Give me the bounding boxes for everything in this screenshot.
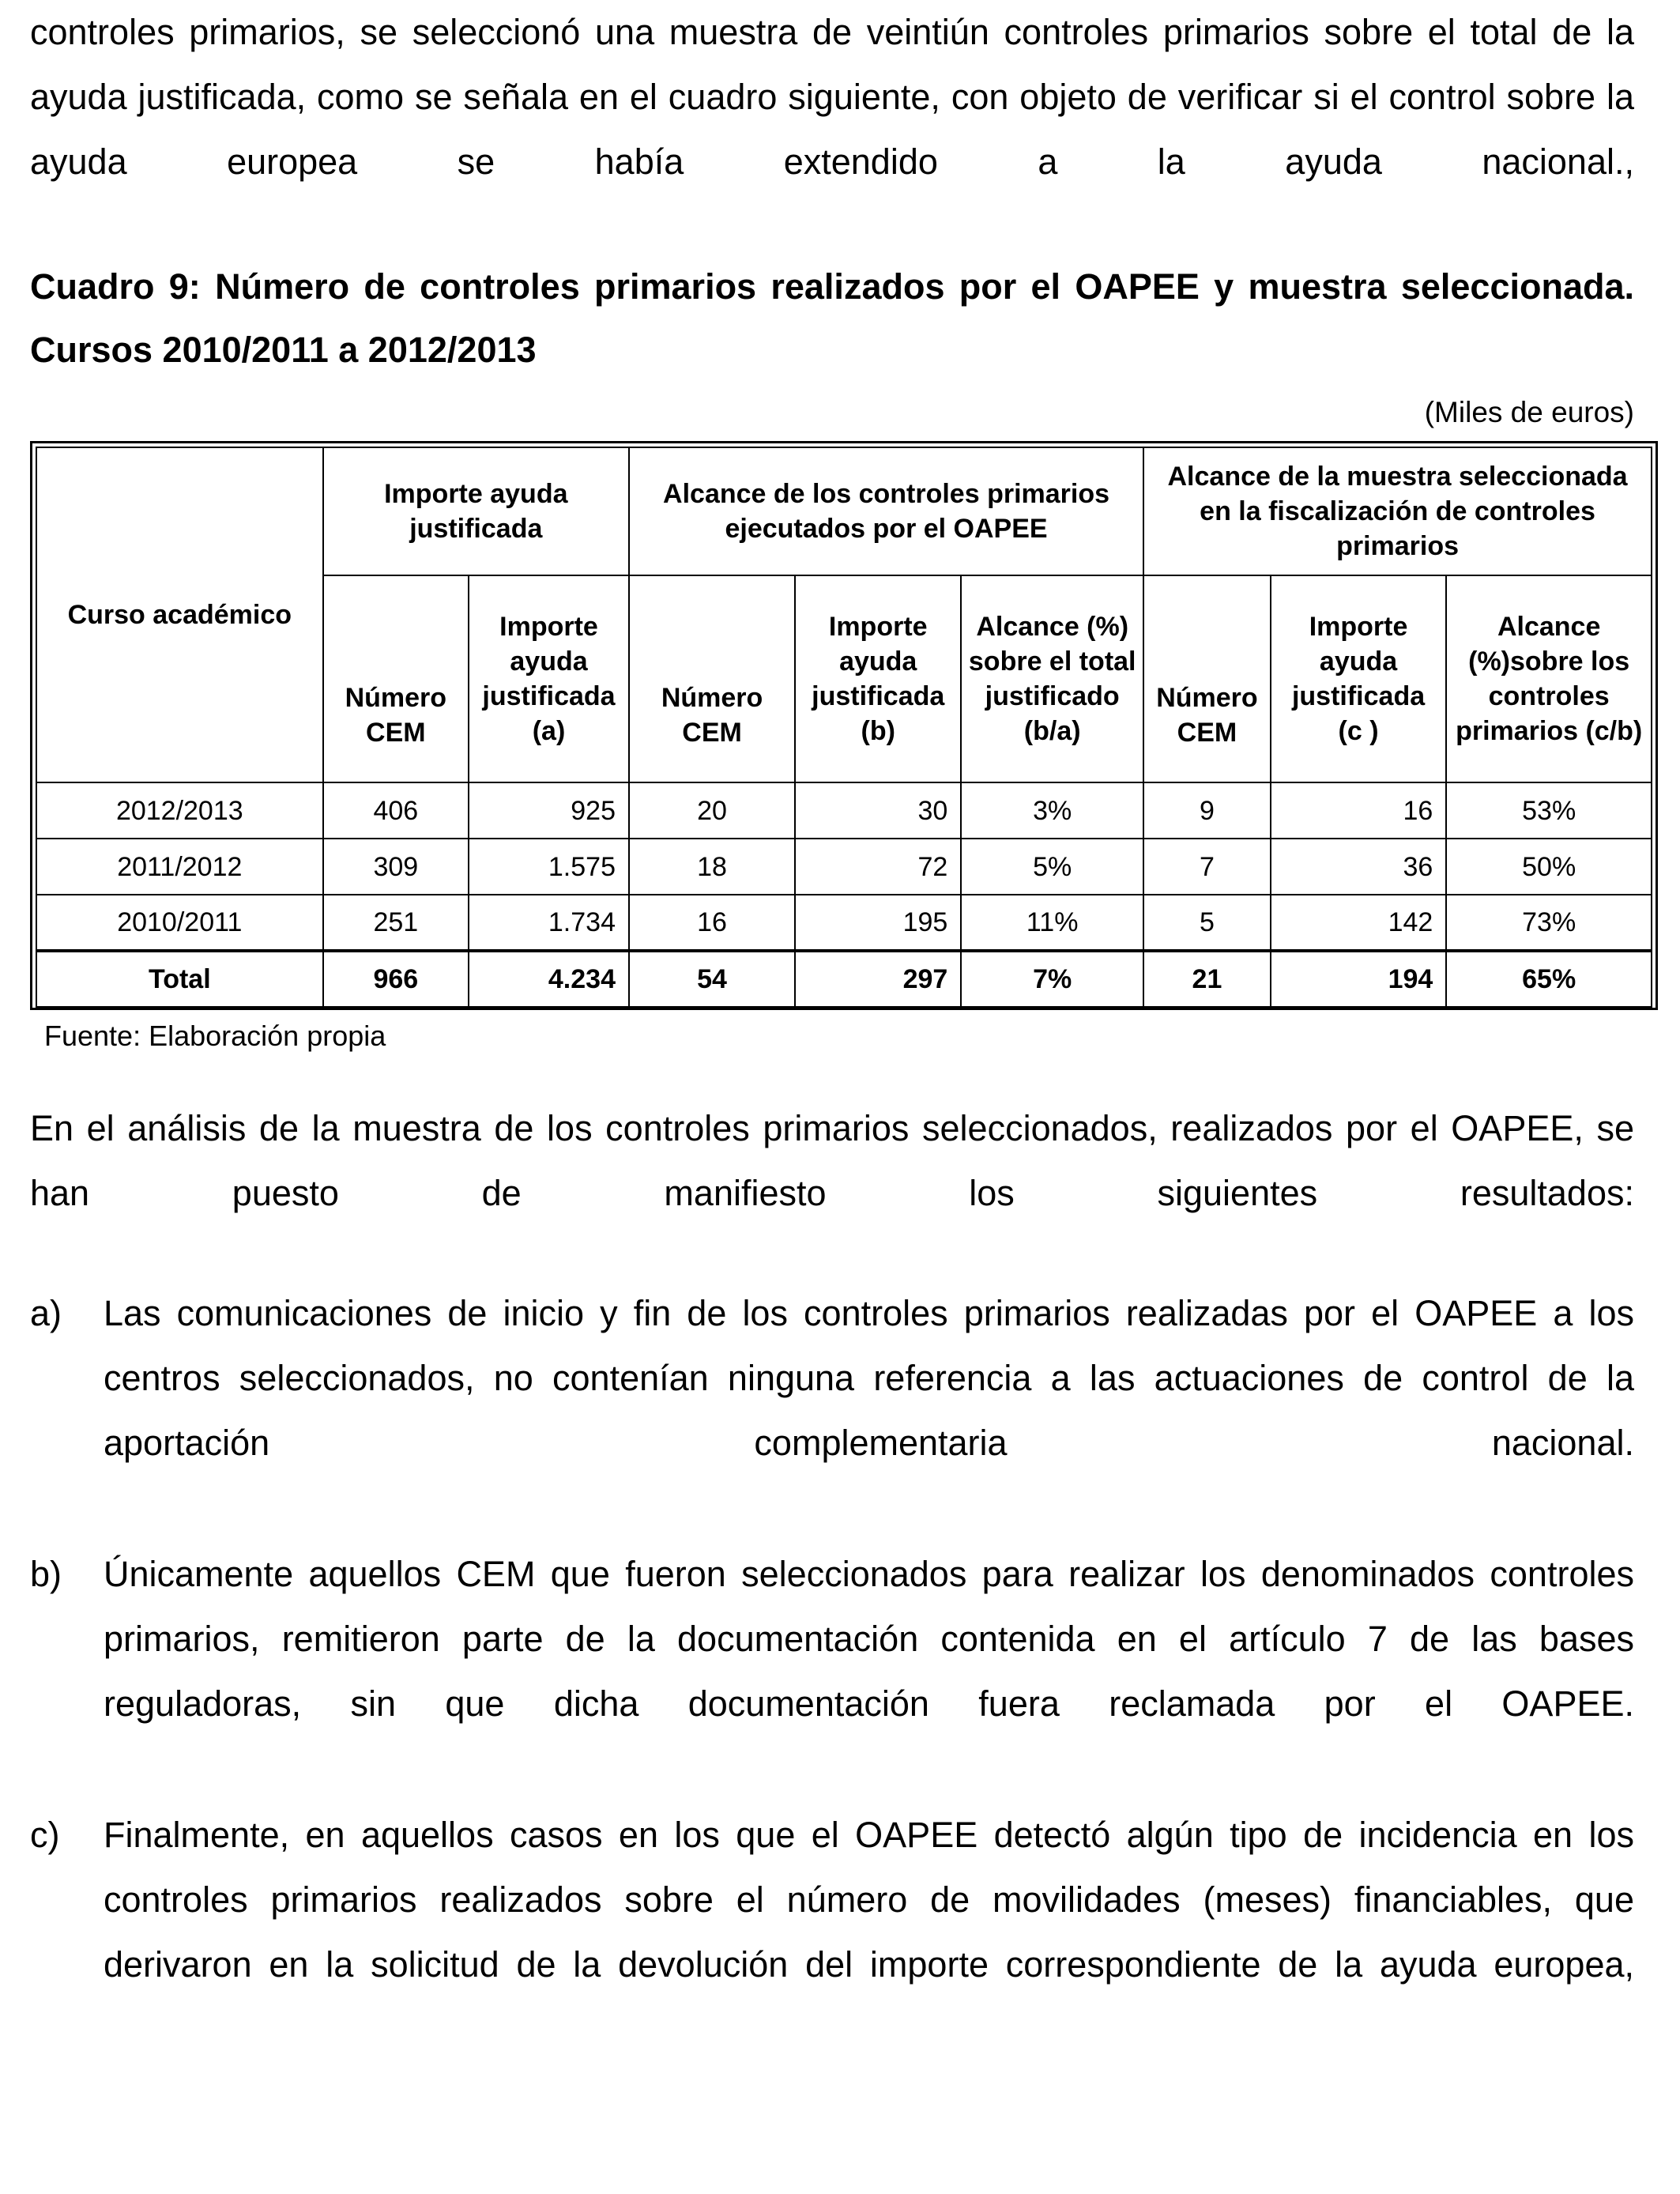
cell-importe-a: 925 (469, 782, 629, 839)
cell-cem3: 9 (1143, 782, 1271, 839)
cell-curso: 2011/2012 (36, 839, 323, 895)
header-alcance-ba: Alcance (%) sobre el total justificado (b/a) (961, 575, 1143, 782)
list-item-text: Finalmente, en aquellos casos en los que el OAPEE detectó algún tipo de incidencia en los controles primarios realizados sobre el número de movilidades (meses) financiables, que derivaron en la solicitud de la devolución del importe correspondiente de la ayuda europea, (104, 1815, 1634, 1985)
total-importe-c: 194 (1271, 951, 1447, 1007)
cell-cem2: 20 (629, 782, 795, 839)
cell-alcance-cb: 50% (1446, 839, 1652, 895)
list-item (30, 1542, 1634, 1801)
cell-alcance-ba: 5% (961, 839, 1143, 895)
header-group-importe: Importe ayuda justificada (323, 447, 629, 575)
total-cem1: 966 (323, 951, 469, 1007)
header-group-alcance-muestra: Alcance de la muestra seleccionada en la fiscalización de controles primarios (1143, 447, 1652, 575)
cell-curso: 2010/2011 (36, 895, 323, 951)
results-intro-paragraph: En el análisis de la muestra de los controles primarios seleccionados, realizados por el OAPEE, se han puesto de manifiesto los siguientes resultados: (30, 1108, 1634, 1213)
total-cem3: 21 (1143, 951, 1271, 1007)
header-alcance-cb: Alcance (%)sobre los controles primarios (c/b) (1446, 575, 1652, 782)
cell-importe-b: 30 (795, 782, 961, 839)
table-source: Fuente: Elaboración propia (44, 1020, 386, 1052)
cell-importe-a: 1.734 (469, 895, 629, 951)
intro-paragraph-block (30, 0, 1634, 259)
total-importe-a: 4.234 (469, 951, 629, 1007)
cell-cem1: 251 (323, 895, 469, 951)
cell-cem3: 5 (1143, 895, 1271, 951)
list-item-letter: a) (30, 1293, 62, 1333)
total-importe-b: 297 (795, 951, 961, 1007)
list-item-letter: c) (30, 1815, 60, 1855)
controls-table (36, 447, 1652, 1008)
list-item-text: Las comunicaciones de inicio y fin de los controles primarios realizadas por el OAPEE a los centros seleccionados, no contenían ninguna referencia a las actuaciones de control de la aportación complementaria nacional. (104, 1293, 1634, 1463)
cell-cem1: 309 (323, 839, 469, 895)
cell-alcance-ba: 11% (961, 895, 1143, 951)
list-item (30, 1281, 1634, 1540)
cell-cem3: 7 (1143, 839, 1271, 895)
total-alcance-ba: 7% (961, 951, 1143, 1007)
cell-importe-c: 16 (1271, 782, 1447, 839)
cell-importe-b: 72 (795, 839, 961, 895)
total-alcance-cb: 65% (1446, 951, 1652, 1007)
table-caption: Cuadro 9: Número de controles primarios realizados por el OAPEE y muestra seleccionada. Cursos 2010/2011 a 2012/2013 (30, 266, 1634, 370)
cell-importe-c: 36 (1271, 839, 1447, 895)
header-curso: Curso académico (36, 447, 323, 782)
header-numero-cem-3: Número CEM (1143, 575, 1271, 782)
units-note: (Miles de euros) (1424, 396, 1634, 428)
table-row (36, 895, 1652, 951)
results-intro-block (30, 1096, 1634, 1291)
table-row (36, 782, 1652, 839)
header-numero-cem-1: Número CEM (323, 575, 469, 782)
cell-alcance-cb: 73% (1446, 895, 1652, 951)
cell-importe-c: 142 (1271, 895, 1447, 951)
cell-cem2: 18 (629, 839, 795, 895)
cell-cem1: 406 (323, 782, 469, 839)
cell-importe-b: 195 (795, 895, 961, 951)
header-group-alcance-controles: Alcance de los controles primarios ejecutados por el OAPEE (629, 447, 1143, 575)
cell-curso: 2012/2013 (36, 782, 323, 839)
list-item (30, 1803, 1634, 2062)
total-curso: Total (36, 951, 323, 1007)
list-item-text: Únicamente aquellos CEM que fueron seleccionados para realizar los denominados controles primarios, remitieron parte de la documentación contenida en el artículo 7 de las bases reguladoras, sin que dicha documentación fuera reclamada por el OAPEE. (104, 1554, 1634, 1724)
list-item-letter: b) (30, 1554, 62, 1594)
header-importe-c: Importe ayuda justificada (c ) (1271, 575, 1447, 782)
table-total-row (36, 951, 1652, 1007)
intro-paragraph: controles primarios, se seleccionó una muestra de veintiún controles primarios sobre el total de la ayuda justificada, como se señala en el cuadro siguiente, con objeto de verificar si el control sobre la ayuda europea se había extendido a la ayuda nacional., (30, 12, 1634, 182)
table-header-row-1 (36, 447, 1652, 575)
header-importe-b: Importe ayuda justificada (b) (795, 575, 961, 782)
cell-alcance-cb: 53% (1446, 782, 1652, 839)
header-importe-a: Importe ayuda justificada (a) (469, 575, 629, 782)
cell-importe-a: 1.575 (469, 839, 629, 895)
cell-cem2: 16 (629, 895, 795, 951)
header-numero-cem-2: Número CEM (629, 575, 795, 782)
table-row (36, 839, 1652, 895)
cell-alcance-ba: 3% (961, 782, 1143, 839)
total-cem2: 54 (629, 951, 795, 1007)
table-frame (30, 441, 1658, 1010)
